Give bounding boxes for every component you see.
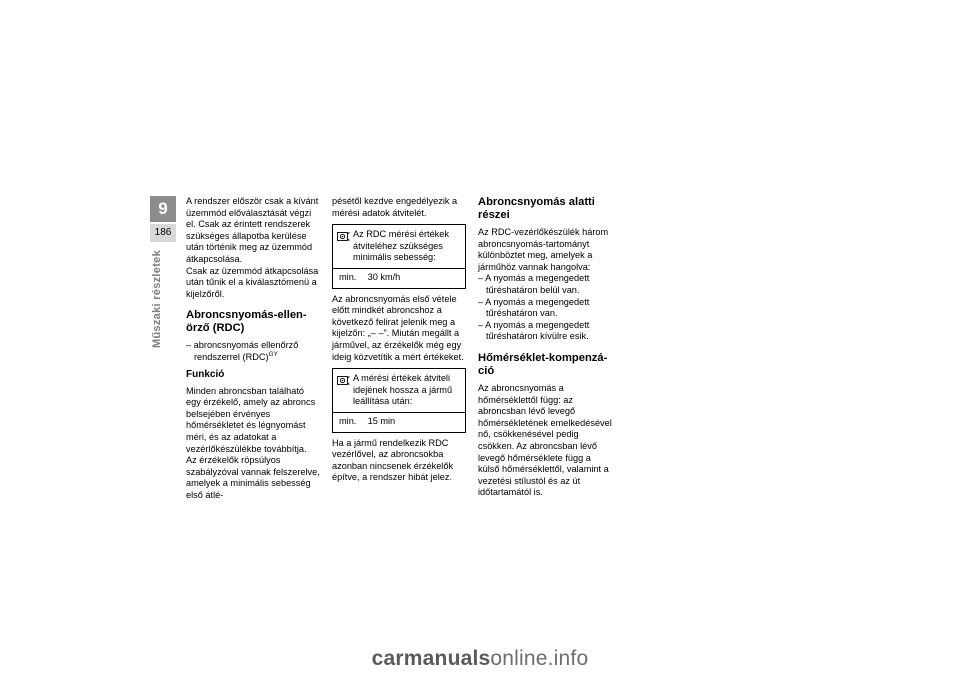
rdc-list-item-sup: GY <box>268 350 278 358</box>
page-side-tab <box>150 196 176 242</box>
pressure-section-paragraph: Az RDC-vezérlőkészülék három abroncsnyomás-tartományt különböztet meg, amelyek a járműhöz vannak hangolva: <box>478 227 609 272</box>
paragraph-after-box2: Ha a jármű rendelkezik RDC vezérlővel, az abroncsokba azonban nincsenek érzékelők építve, a rendszer hibát jelez. <box>332 437 454 483</box>
column-one <box>186 196 320 501</box>
info-box-time-value <box>333 413 465 432</box>
column-two <box>332 196 466 484</box>
pressure-list-item-3: – A nyomás a megengedett tűréshatáron kívülre esik. <box>478 319 590 342</box>
info-box-speed-value <box>333 269 465 288</box>
funkcio-paragraph-2: Az érzékelők röpsúlyos szabályzóval vannak felszerelve, amelyek a minimális sebesség első átlé- <box>186 455 320 500</box>
paragraph-after-box1: Az abroncsnyomás első vétele előtt mindkét abroncshoz a következő felirat jelenik meg a kijelzőn: „– –”. Miután megállt a járművel, az érzékelők még egy ideig közvetítik a mért értékeket. <box>332 293 464 362</box>
info-box-time-text: A mérési értékek átviteli idejének hossza a jármű leállítása után: <box>353 373 453 407</box>
info-box-speed-value-label: min. <box>339 271 357 282</box>
info-wheel-icon <box>337 229 353 264</box>
info-box-time <box>332 368 466 432</box>
temperature-section-paragraph: Az abroncsnyomás a hőmérséklettől függ: az abroncsban lévő levegő hőmérsékletének emelkedésével nő, csökkenésével pedig csökken. Az abroncsban lévő levegő hőmérséklete függ a külső hőmérséklettől, valamint a vezetési stílustól és az út időtartamától is. <box>478 382 612 498</box>
rdc-list-item-text: – abroncsnyomás ellenőrző rendszerrel (RDC) <box>186 340 299 362</box>
subheading-funkcio: Funkció <box>186 368 225 380</box>
intro-paragraph-1: A rendszer először csak a kívánt üzemmód előválasztását végzi el. Csak az érintett rendszerek szükséges állapotba kerülése után történik meg az üzemmód átkapcsolása. <box>186 196 319 264</box>
column-three <box>478 196 612 499</box>
info-box-time-value-number: 15 min <box>367 415 396 426</box>
info-box-speed-text: Az RDC mérési értékek átviteléhez szükséges minimális sebesség: <box>353 229 449 263</box>
heading-rdc: Abroncsnyomás-ellen-örző (RDC) <box>186 309 307 335</box>
pressure-list-item-1: – A nyomás a megengedett tűréshatáron belül van. <box>478 273 590 295</box>
info-box-speed <box>332 224 466 288</box>
pressure-list-item-2: – A nyomás a megengedett tűréshatáron van. <box>478 296 590 319</box>
chapter-number: 9 <box>150 196 176 222</box>
page-number: 186 <box>150 224 176 242</box>
rdc-list-item <box>186 340 320 363</box>
footer-text-primary: carmanuals <box>371 647 491 670</box>
funkcio-paragraph-1: Minden abroncsban található egy érzékelő, amely az abroncs belsejében érvényes hőmérsékletet és légnyomást méri, és az adatokat a vezérlőkészülékbe továbbítja. <box>186 385 316 454</box>
info-box-speed-value-number: 30 km/h <box>367 271 401 282</box>
info-wheel-icon <box>337 373 353 408</box>
section-label: Műszaki részletek <box>151 250 163 349</box>
column2-continuation: pésétől kezdve engedélyezik a mérési adatok átvitelét. <box>332 196 458 218</box>
heading-pressure-section: Abroncsnyomás alatti részei <box>478 196 595 221</box>
heading-temperature-section: Hőmérséklet-kompenzá-ció <box>478 351 608 377</box>
footer-watermark <box>0 647 960 671</box>
info-box-time-value-label: min. <box>339 415 357 426</box>
footer-text-secondary: online.info <box>490 647 589 670</box>
intro-paragraph-2: Csak az üzemmód átkapcsolása után tűnik el a kiválasztómenü a kijelzőről. <box>186 265 319 299</box>
